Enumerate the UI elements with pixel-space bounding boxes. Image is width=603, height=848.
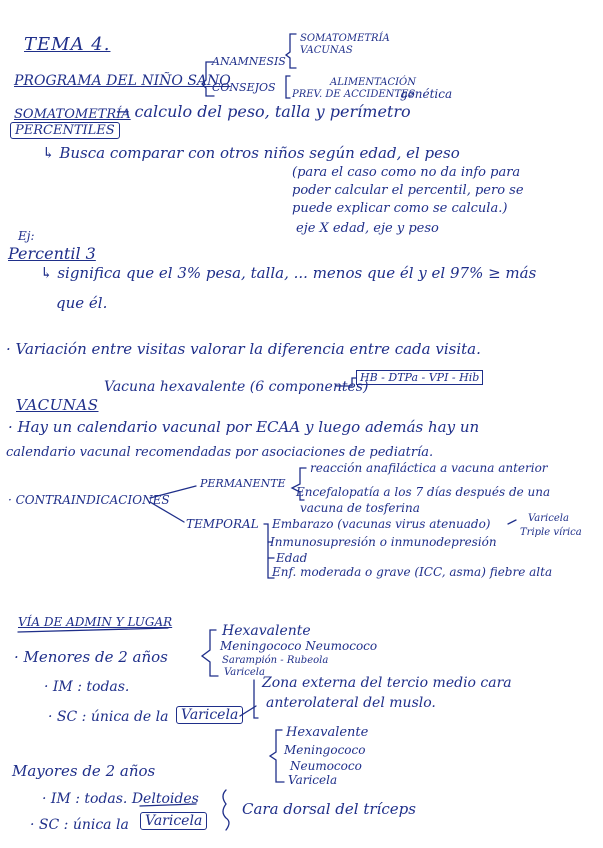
consejos-label: CONSEJOS [212,81,276,94]
example-label: Ej: [18,229,35,243]
hexavalente-label: Vacuna hexavalente (6 componentes) [104,379,369,395]
im-menores: · IM : todas. [44,679,130,695]
calendario-line-2: calendario vacunal recomendadas por asociaciones de pediatría. [6,445,434,460]
percentiles-note-4: eje X edad, eje y peso [296,221,439,236]
programa-heading: PROGRAMA DEL NIÑO SANO [14,73,231,89]
variacion-text: · Variación entre visitas valorar la diferencia entre cada visita. [6,340,481,358]
temporal-label: TEMPORAL [186,517,259,531]
menores-label: · Menores de 2 años [14,648,168,666]
zona-line-2: anterolateral del muslo. [266,695,436,711]
permanente-item-2: Encefalopatía a los 7 días después de una [296,485,551,499]
im-mayores: · IM : todas. Deltoides [42,791,199,807]
anamnesis-item-vacunas: VACUNAS [300,45,353,56]
percentiles-description: ↳ Busca comparar con otros niños según edad, el peso [42,144,460,162]
percentiles-note-1: (para el caso como no da info para [292,165,521,180]
mayores-vaccine-neumococo: Neumococo [290,759,362,773]
percentil-3-label: Percentil 3 [8,244,96,263]
triple-virica-note: Triple vírica [520,527,582,538]
anamnesis-item-somatometria: SOMATOMETRÍA [300,33,390,44]
consejos-item-prevencion: PREV. DE ACCIDENTES [292,89,416,100]
sc-mayores: · SC : única la [30,817,129,833]
genetica-label: genética [400,87,453,101]
menores-vaccine-varicela: Varicela [224,667,265,678]
hexavalente-components: HB - DTPa - VPI - Hib [356,370,483,385]
sc-menores: · SC : única de la [48,709,169,725]
menores-vaccine-meningococo: Meningococo Neumococo [220,639,378,653]
permanente-label: PERMANENTE [200,477,286,490]
percentil-3-meaning-2: que él. [56,294,108,312]
varicela-note: Varicela [528,513,569,524]
percentiles-note-3: puede explicar como se calcula.) [292,201,508,216]
permanente-item-3: vacuna de tosferina [300,501,420,515]
mayores-vaccine-meningococo: Meningococo [284,743,366,757]
brace-mayores [270,730,284,782]
brace-anamnesis [286,34,296,68]
vacunas-heading: VACUNAS [16,396,99,414]
cara-dorsal-text: Cara dorsal del tríceps [242,800,416,818]
mayores-vaccine-varicela: Varicela [288,773,338,787]
menores-vaccine-sarampion: Sarampión - Rubeola [222,655,329,666]
temporal-item-1: Embarazo (vacunas virus atenuado) [272,517,491,531]
percentil-3-meaning-1: ↳ significa que el 3% pesa, talla, ... menos que él y el 97% ≥ más [40,264,537,282]
somatometria-description: → calculo del peso, talla y perímetro [116,102,411,121]
temporal-item-3: Edad [276,551,308,565]
brace-consejos [286,76,290,98]
varicela-box-menores: Varicela [176,706,243,724]
via-heading: VÍA DE ADMIN Y LUGAR [18,615,173,629]
temporal-item-2: Inmunosupresión o inmunodepresión [270,535,497,549]
brace-menores [202,630,218,676]
calendario-line-1: · Hay un calendario vacunal por ECAA y luego además hay un [8,418,480,436]
somatometria-label: SOMATOMETRÍA [14,107,131,122]
arrow-varicela [508,520,516,524]
bracket-zona [254,680,258,718]
consejos-item-alimentacion: ALIMENTACIÓN [330,77,416,88]
temporal-item-4: Enf. moderada o grave (ICC, asma) fiebre alta [272,565,553,579]
percentiles-note-2: poder calcular el percentil, pero se [292,183,524,198]
contraindicaciones-label: · CONTRAINDICACIONES [8,493,170,507]
anamnesis-label: ANAMNESIS [212,55,286,68]
page-title: TEMA 4. [24,34,111,55]
brace-mayores-im-sc [223,790,229,830]
zona-line-1: Zona externa del tercio medio cara [262,675,512,691]
menores-vaccine-hexavalente: Hexavalente [222,623,311,639]
percentiles-label: PERCENTILES [10,122,120,139]
mayores-label: Mayores de 2 años [12,762,156,780]
mayores-vaccine-hexavalente: Hexavalente [286,725,369,740]
permanente-item-1: reacción anafiláctica a vacuna anterior [310,461,548,475]
varicela-box-mayores: Varicela [140,812,207,830]
